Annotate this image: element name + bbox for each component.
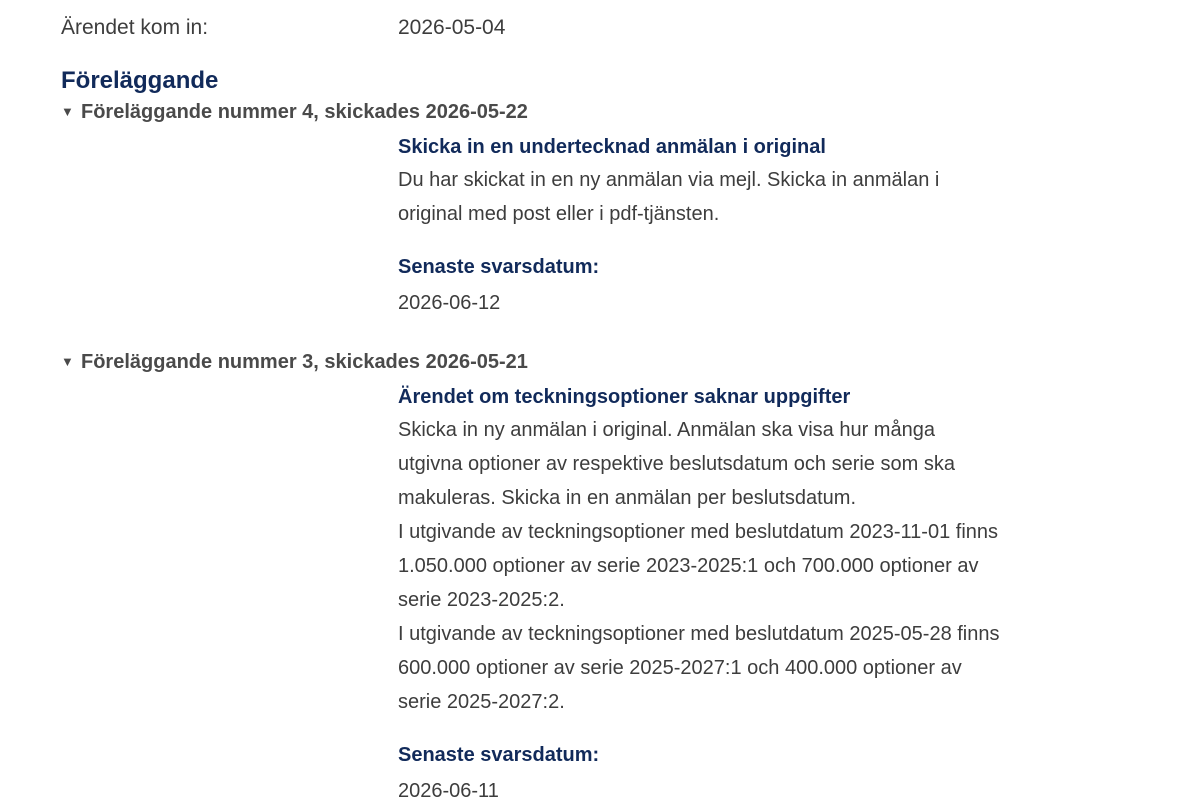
injunction-toggle-3[interactable] — [61, 348, 528, 376]
injunction-title: Ärendet om teckningsoptioner saknar uppgifter — [398, 386, 851, 408]
section-heading: Föreläggande — [61, 67, 219, 94]
text-line: 600.000 optioner av serie 2025-2027:1 och 400.000 optioner av — [398, 657, 962, 679]
triangle-down-icon: ▼ — [61, 354, 74, 369]
triangle-down-icon: ▼ — [61, 104, 74, 119]
text-line: I utgivande av teckningsoptioner med beslutdatum 2025-05-28 finns — [398, 623, 1000, 645]
deadline-label: Senaste svarsdatum: — [398, 744, 600, 766]
text-line: Skicka in ny anmälan i original. Anmälan ska visa hur många — [398, 419, 935, 441]
injunction-toggle-4[interactable] — [61, 98, 528, 126]
injunction-body-4 — [398, 133, 1098, 317]
injunction-body-3 — [398, 383, 1098, 805]
text-line: makuleras. Skicka in en anmälan per beslutsdatum. — [398, 487, 857, 509]
text-line: utgivna optioner av respektive beslutsdatum och serie som ska — [398, 453, 955, 475]
text-line: serie 2023-2025:2. — [398, 589, 565, 611]
injunction-header: Föreläggande nummer 3, skickades 2026-05-21 — [81, 351, 528, 373]
received-label: Ärendet kom in: — [61, 16, 209, 39]
deadline-value: 2026-06-11 — [398, 780, 499, 802]
text-line: 1.050.000 optioner av serie 2023-2025:1 och 700.000 optioner av — [398, 555, 979, 577]
deadline-label: Senaste svarsdatum: — [398, 256, 600, 278]
text-line: I utgivande av teckningsoptioner med beslutdatum 2023-11-01 finns — [398, 521, 999, 543]
deadline-value: 2026-06-12 — [398, 292, 501, 314]
injunction-header: Föreläggande nummer 4, skickades 2026-05-22 — [81, 101, 528, 123]
text-line: serie 2025-2027:2. — [398, 691, 565, 713]
text-line: original med post eller i pdf-tjänsten. — [398, 203, 720, 225]
injunction-text — [398, 163, 1098, 231]
received-date: 2026-05-04 — [398, 16, 506, 39]
injunction-title: Skicka in en undertecknad anmälan i original — [398, 136, 826, 158]
injunction-text — [398, 413, 1098, 719]
text-line: Du har skickat in en ny anmälan via mejl. Skicka in anmälan i — [398, 169, 940, 191]
